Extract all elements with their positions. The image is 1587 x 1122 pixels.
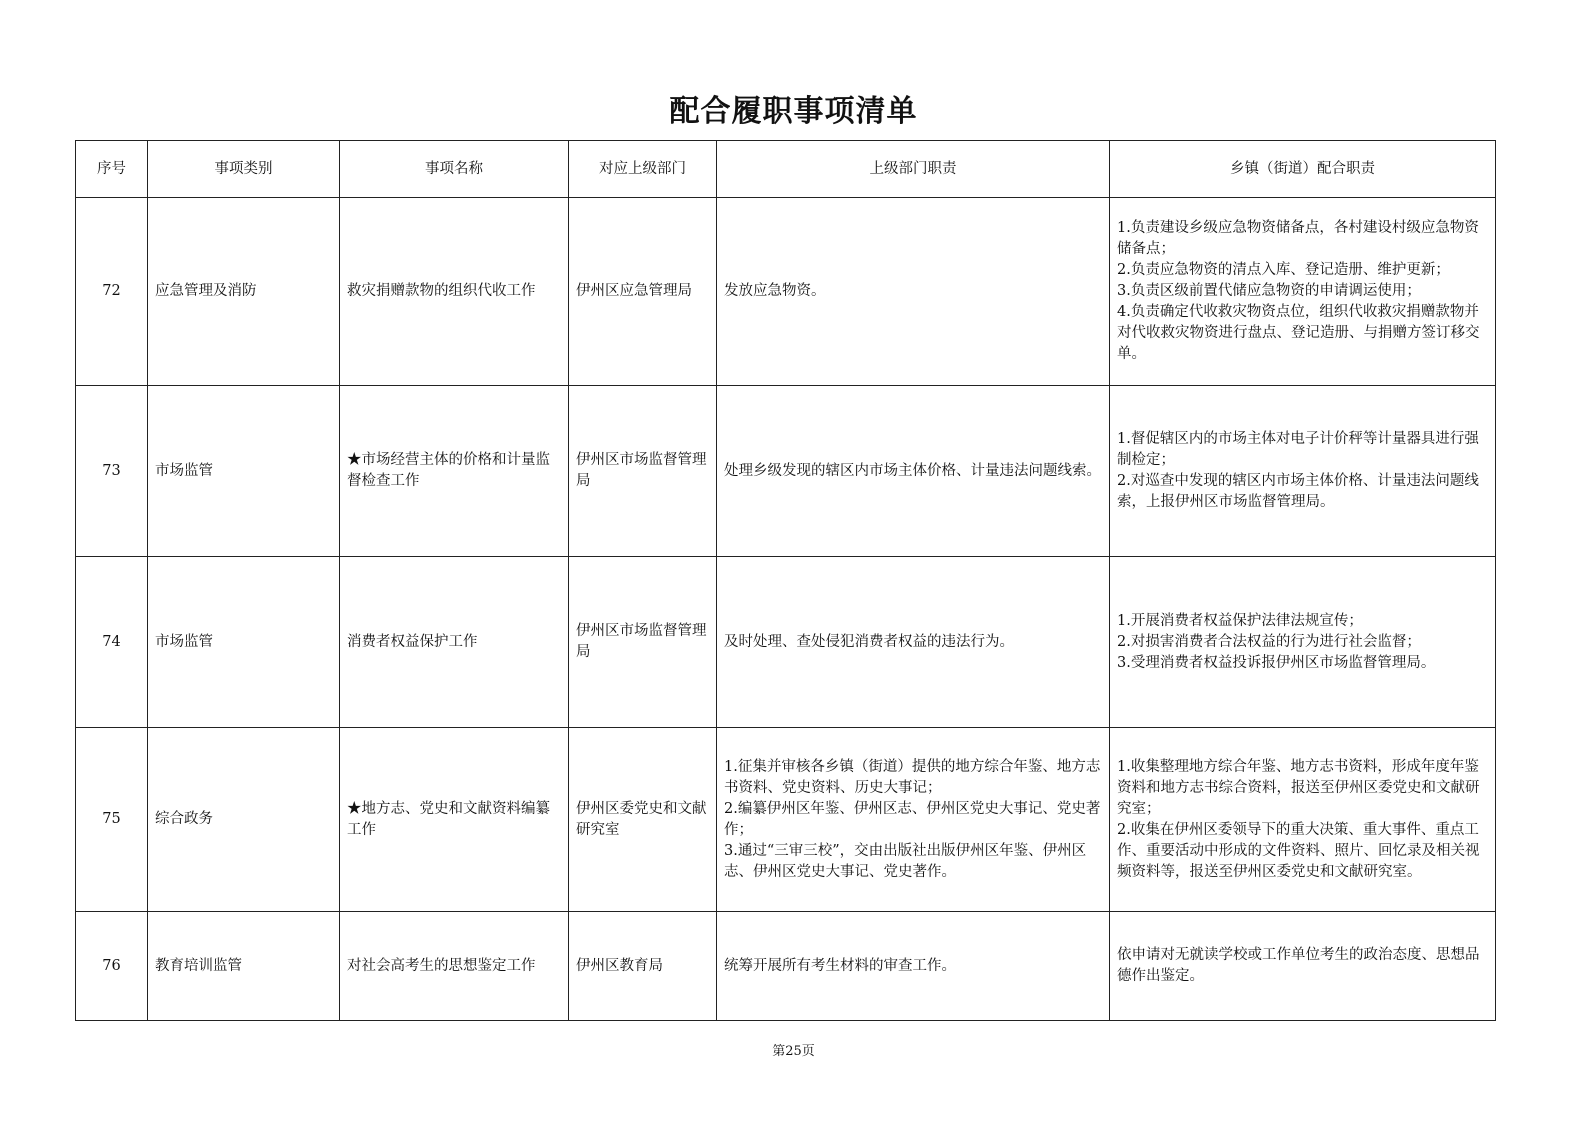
table-row (76, 198, 1496, 386)
upper-duty-item: 及时处理、查处侵犯消费者权益的违法行为。 (724, 633, 1014, 650)
town-duty-item: 依申请对无就读学校或工作单位考生的政治态度、思想品德作出鉴定。 (1117, 947, 1480, 984)
table-row (76, 912, 1496, 1021)
town-duty-item: 2.对巡查中发现的辖区内市场主体价格、计量违法问题线索，上报伊州区市场监督管理局。 (1117, 473, 1479, 510)
row-upper-duty (717, 557, 1110, 728)
upper-duty-item: 3.通过“三审三校”，交由出版社出版伊州区年鉴、伊州区志、伊州区党史大事记、党史著作。 (724, 842, 1087, 880)
row-name: ★市场经营主体的价格和计量监督检查工作 (340, 386, 569, 557)
row-upper-duty (717, 198, 1110, 386)
table-row (76, 557, 1496, 728)
row-town-duty (1110, 728, 1496, 912)
row-name: 救灾捐赠款物的组织代收工作 (340, 198, 569, 386)
header-category: 事项类别 (148, 141, 340, 198)
upper-duty-item: 发放应急物资。 (724, 283, 826, 299)
header-name: 事项名称 (340, 141, 569, 198)
town-duty-item: 4.负责确定代收救灾物资点位，组织代收救灾捐赠款物并对代收救灾物资进行盘点、登记造册、与捐赠方签订移交单。 (1117, 304, 1480, 362)
town-duty-item: 1.负责建设乡级应急物资储备点，各村建设村级应急物资储备点； (1117, 220, 1479, 257)
row-index: 76 (76, 912, 148, 1021)
row-category: 教育培训监管 (148, 912, 340, 1021)
row-town-duty (1110, 198, 1496, 386)
town-duty-item: 1.督促辖区内的市场主体对电子计价秤等计量器具进行强制检定； (1117, 431, 1479, 468)
row-department: 伊州区应急管理局 (569, 198, 717, 386)
row-department: 伊州区教育局 (569, 912, 717, 1021)
row-name: 对社会高考生的思想鉴定工作 (340, 912, 569, 1021)
header-department: 对应上级部门 (569, 141, 717, 198)
row-upper-duty (717, 386, 1110, 557)
row-upper-duty (717, 912, 1110, 1021)
upper-duty-item: 处理乡级发现的辖区内市场主体价格、计量违法问题线索。 (724, 462, 1101, 479)
row-department: 伊州区委党史和文献研究室 (569, 728, 717, 912)
row-upper-duty (717, 728, 1110, 912)
row-name: 消费者权益保护工作 (340, 557, 569, 728)
header-town-duty: 乡镇（街道）配合职责 (1110, 141, 1496, 198)
row-category: 应急管理及消防 (148, 198, 340, 386)
row-town-duty (1110, 557, 1496, 728)
row-town-duty (1110, 386, 1496, 557)
row-index: 73 (76, 386, 148, 557)
row-index: 72 (76, 198, 148, 386)
row-town-duty (1110, 912, 1496, 1021)
table-header-row (76, 141, 1496, 198)
row-department: 伊州区市场监督管理局 (569, 386, 717, 557)
row-name: ★地方志、党史和文献资料编纂工作 (340, 728, 569, 912)
row-category: 综合政务 (148, 728, 340, 912)
town-duty-item: 1.收集整理地方综合年鉴、地方志书资料，形成年度年鉴资料和地方志书综合资料，报送至伊州区委党史和文献研究室； (1117, 758, 1480, 817)
page-number: 第25页 (772, 1044, 815, 1059)
header-index: 序号 (76, 141, 148, 198)
row-category: 市场监管 (148, 386, 340, 557)
table-row (76, 728, 1496, 912)
town-duty-item: 2.对损害消费者合法权益的行为进行社会监督； (1117, 633, 1421, 650)
duty-list-table (75, 140, 1496, 1021)
town-duty-item: 2.负责应急物资的清点入库、登记造册、维护更新； (1117, 262, 1450, 278)
row-index: 75 (76, 728, 148, 912)
table-row (76, 386, 1496, 557)
upper-duty-item: 2.编纂伊州区年鉴、伊州区志、伊州区党史大事记、党史著作； (724, 800, 1101, 838)
row-department: 伊州区市场监督管理局 (569, 557, 717, 728)
row-index: 74 (76, 557, 148, 728)
town-duty-item: 3.负责区级前置代储应急物资的申请调运使用； (1117, 283, 1421, 299)
town-duty-item: 1.开展消费者权益保护法律法规宣传； (1117, 612, 1363, 629)
header-upper-duty: 上级部门职责 (717, 141, 1110, 198)
row-category: 市场监管 (148, 557, 340, 728)
upper-duty-item: 统筹开展所有考生材料的审查工作。 (724, 957, 956, 974)
upper-duty-item: 1.征集并审核各乡镇（街道）提供的地方综合年鉴、地方志书资料、党史资料、历史大事记； (724, 758, 1101, 796)
page-title: 配合履职事项清单 (669, 94, 918, 129)
town-duty-item: 3.受理消费者权益投诉报伊州区市场监督管理局。 (1117, 654, 1436, 671)
town-duty-item: 2.收集在伊州区委领导下的重大决策、重大事件、重点工作、重要活动中形成的文件资料、照片、回忆录及相关视频资料等，报送至伊州区委党史和文献研究室。 (1117, 821, 1480, 880)
